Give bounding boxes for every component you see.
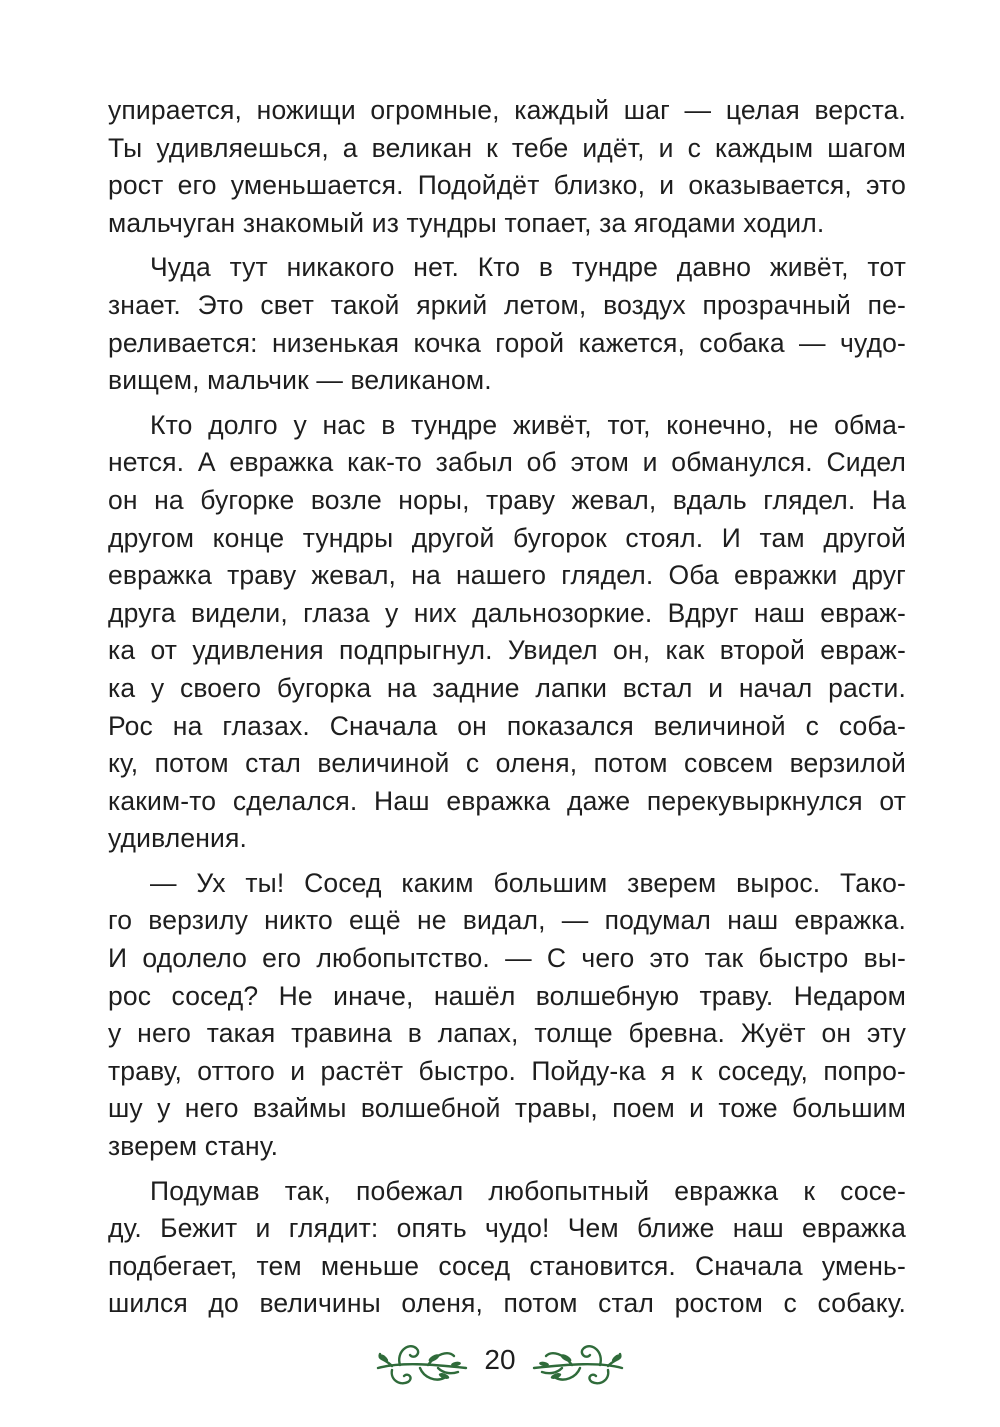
page-footer <box>0 1328 1000 1398</box>
text-line: евражка траву жевал, на нашего глядел. Оба евражки друг <box>108 560 906 591</box>
text-line: зверем стану. <box>108 1131 279 1162</box>
text-line: каким-то сделался. Наш евражка даже перекувыркнулся от <box>108 785 906 816</box>
text-line: рос сосед? Не иначе, нашёл волшебную траву. Недаром <box>108 980 906 1011</box>
paragraph <box>108 407 906 858</box>
text-line: другом конце тундры другой бугорок стоял. И там другой <box>108 522 906 553</box>
text-line: удивления. <box>108 823 247 854</box>
page-number: 20 <box>484 1344 516 1375</box>
text-line: — Ух ты! Сосед каким большим зверем вырос. Тако- <box>150 867 906 898</box>
paragraph <box>108 92 906 242</box>
text-line: рост его уменьшается. Подойдёт близко, и оказывается, это <box>108 170 906 201</box>
floral-vine-icon <box>530 1328 630 1392</box>
text-line: Чуда тут никакого нет. Кто в тундре давно живёт, тот <box>150 252 906 283</box>
text-line: ка у своего бугорка на задние лапки встал и начал расти. <box>108 672 906 703</box>
page-body <box>108 92 906 1323</box>
floral-vine-icon <box>370 1328 470 1392</box>
text-line: Кто долго у нас в тундре живёт, тот, конечно, не обма- <box>150 409 906 440</box>
text-line: упирается, ножищи огромные, каждый шаг — целая верста. <box>108 95 906 125</box>
text-line: Рос на глазах. Сначала он показался величиной с соба- <box>108 710 906 741</box>
text-line: Ты удивляешься, а великан к тебе идёт, и с каждым шагом <box>108 132 906 163</box>
text-line: шился до величины оленя, потом стал ростом с собаку. <box>108 1288 906 1319</box>
text-line: Подумав так, побежал любопытный евражка к сосе- <box>150 1175 906 1206</box>
text-line: ка от удивления подпрыгнул. Увидел он, как второй евраж- <box>108 635 906 666</box>
text-line: го верзилу никто ещё не видал, — подумал наш евражка. <box>108 905 906 936</box>
paragraph <box>108 865 906 1166</box>
text-line: реливается: низенькая кочка горой кажется, собака — чудо- <box>108 327 906 358</box>
text-line: мальчуган знакомый из тундры топает, за ягодами ходил. <box>108 207 825 238</box>
text-line: И одолело его любопытство. — С чего это так быстро вы- <box>108 943 906 974</box>
text-line: ку, потом стал величиной с оленя, потом совсем верзилой <box>108 748 906 779</box>
paragraph <box>108 1173 906 1323</box>
paragraph <box>108 249 906 399</box>
text-line: нется. А евражка как-то забыл об этом и обманулся. Сидел <box>108 447 906 478</box>
text-line: траву, оттого и растёт быстро. Пойду-ка я к соседу, попро- <box>108 1055 906 1086</box>
text-line: у него такая травина в лапах, толще бревна. Жуёт он эту <box>108 1018 906 1049</box>
text-line: шу у него взаймы волшебной травы, поем и тоже большим <box>108 1093 906 1124</box>
text-line: ду. Бежит и глядит: опять чудо! Чем ближе наш евражка <box>108 1213 906 1244</box>
text-line: друга видели, глаза у них дальнозоркие. Вдруг наш евраж- <box>108 597 906 628</box>
text-line: подбегает, тем меньше сосед становится. Сначала умень- <box>108 1250 906 1281</box>
text-line: знает. Это свет такой яркий летом, воздух прозрачный пе- <box>108 289 906 320</box>
text-line: вищем, мальчик — великаном. <box>108 365 492 396</box>
text-line: он на бугорке возле норы, траву жевал, вдаль глядел. На <box>108 484 906 515</box>
